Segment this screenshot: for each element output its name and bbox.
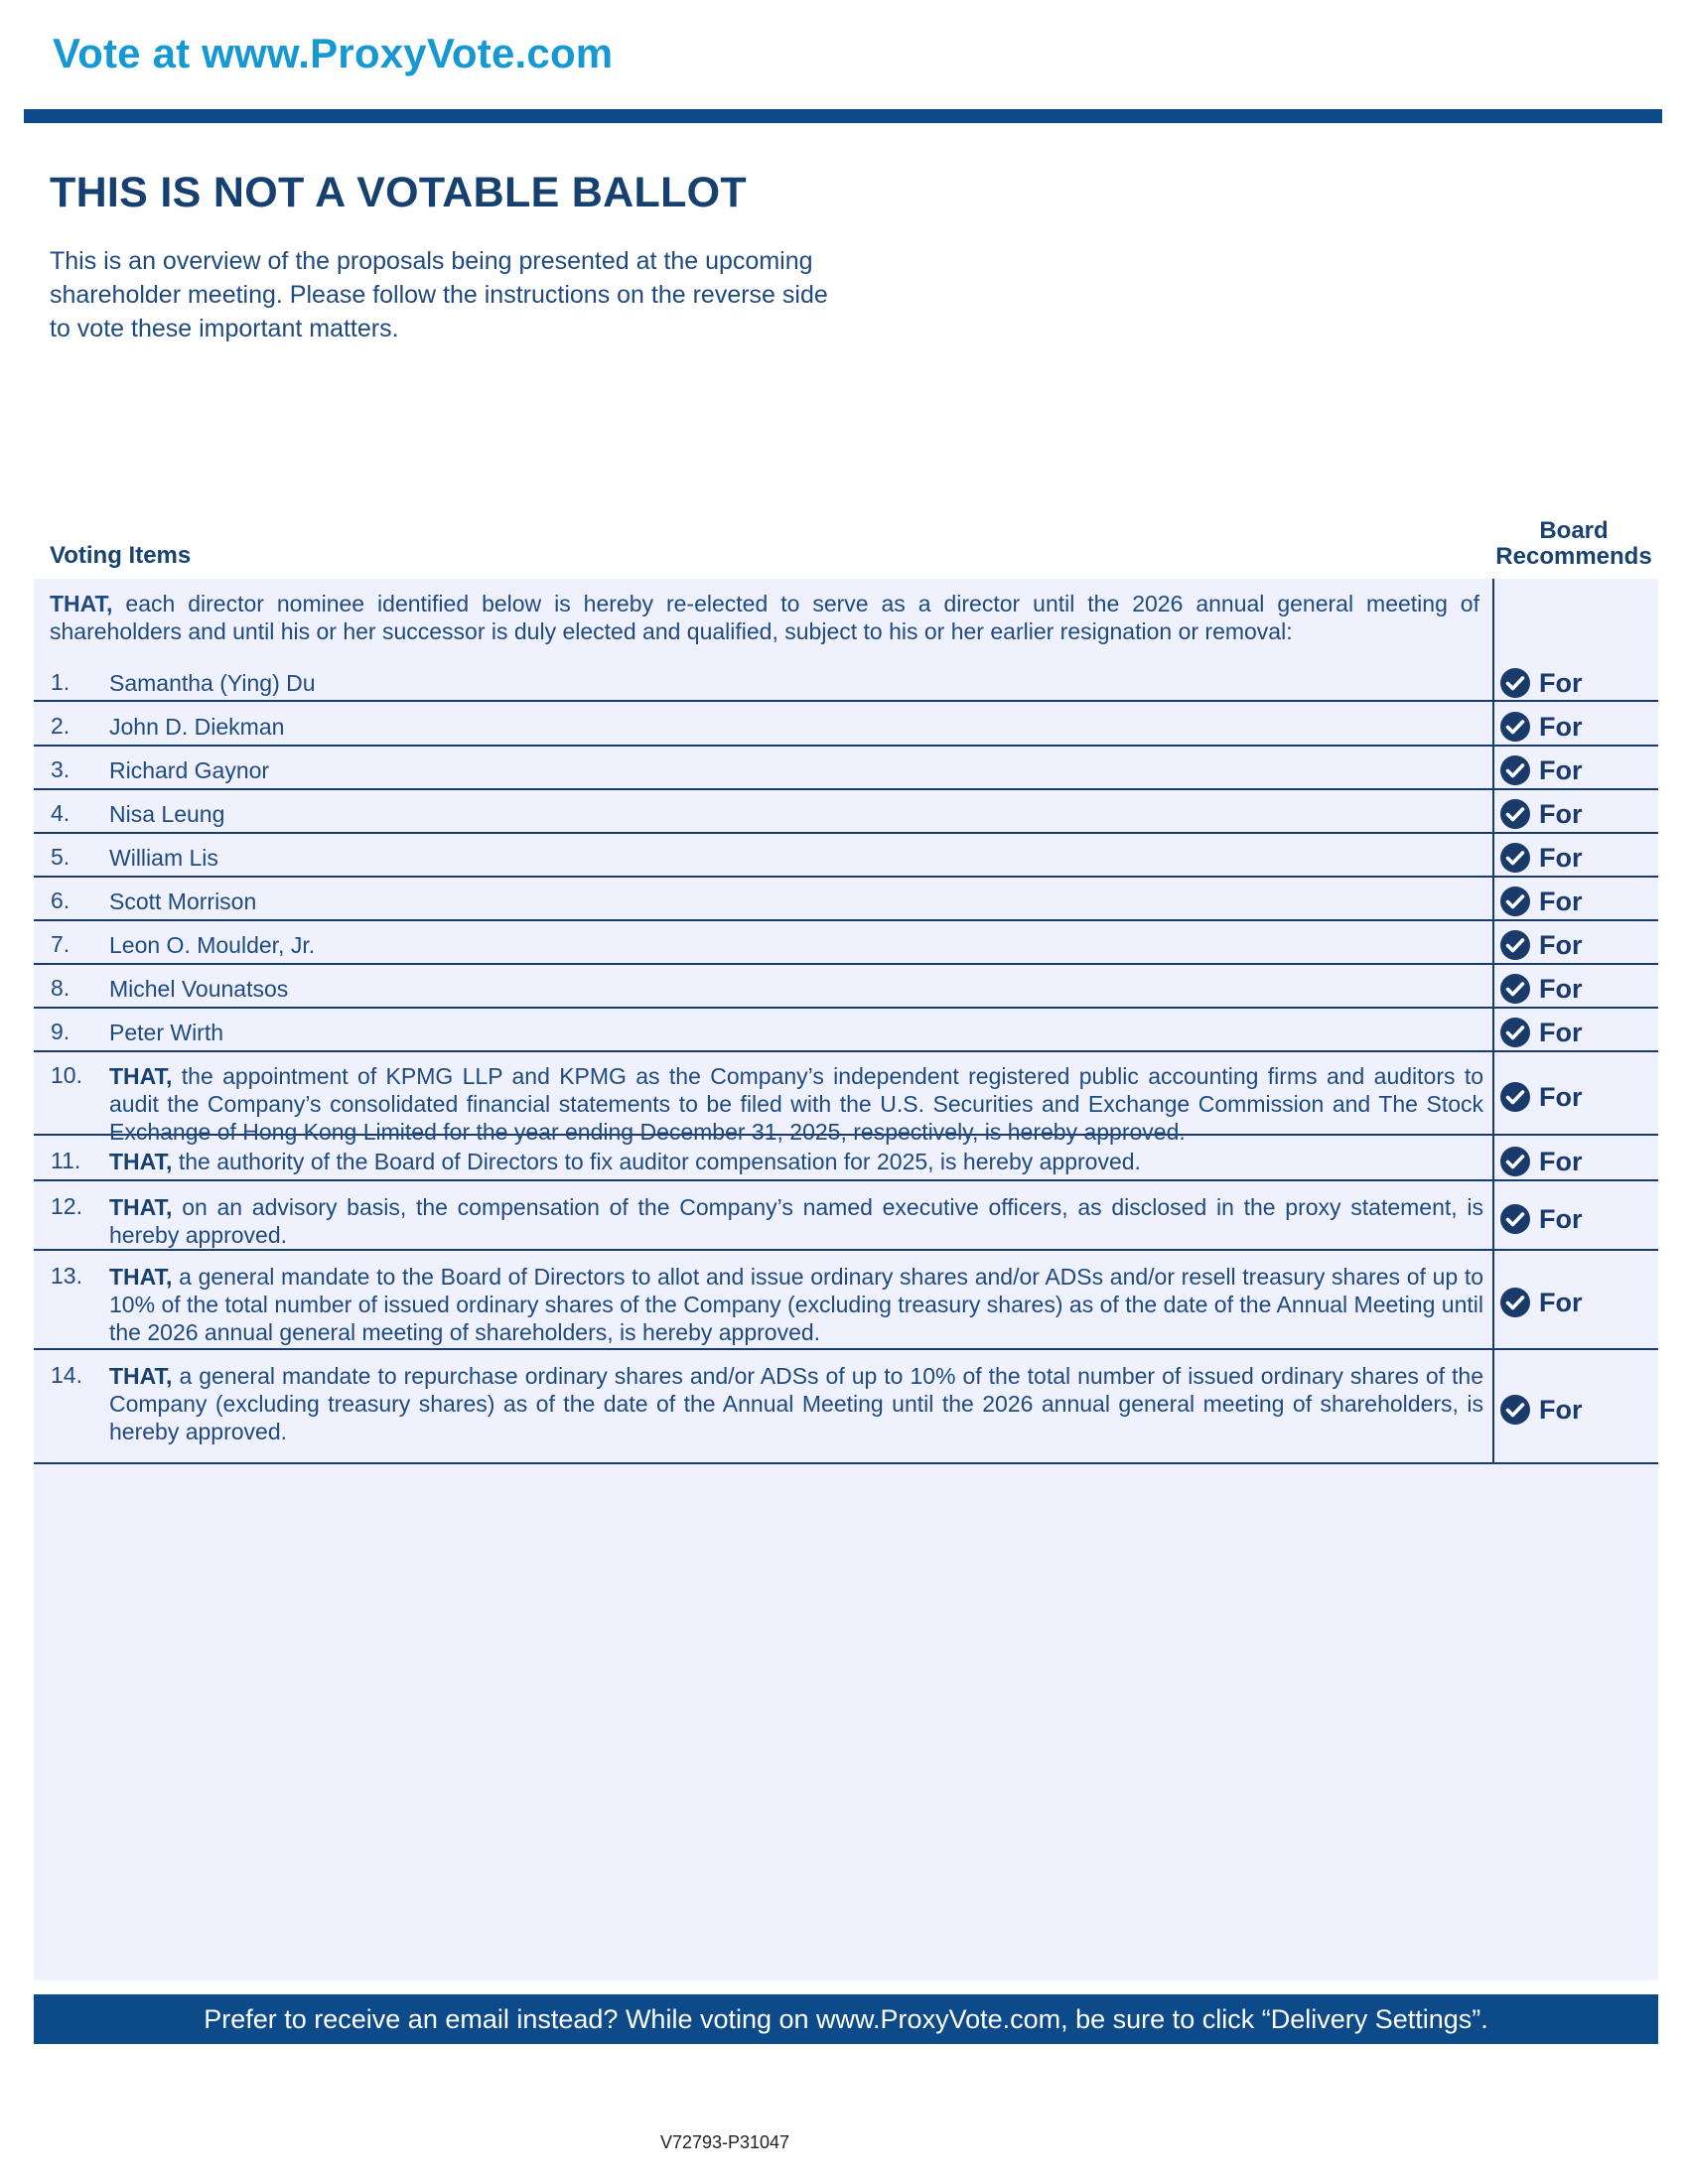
checkmark-icon: [1499, 798, 1531, 830]
item-number: 1.: [51, 669, 70, 695]
board-recommendation: [1499, 1017, 1583, 1048]
item-number: 10.: [51, 1062, 82, 1088]
item-number: 4.: [51, 800, 70, 826]
voting-item-row: [34, 1136, 1658, 1181]
item-number: 8.: [51, 975, 70, 1001]
page-title: THIS IS NOT A VOTABLE BALLOT: [50, 169, 747, 216]
voting-item-row: [34, 1251, 1658, 1350]
board-recommendation: [1499, 842, 1583, 874]
checkmark-icon: [1499, 1287, 1531, 1318]
item-description: a general mandate to repurchase ordinary shares and/or ADSs of up to 10% of the total number of issued ordinary shares of the Company (excluding treasury shares) as of the date of the Annual Meeting until the 2026 annual general meeting of shareholders, is hereby approved.: [109, 1363, 1484, 1444]
item-text: [109, 1019, 1483, 1046]
recommendation-label: For: [1539, 886, 1583, 916]
board-recommends-line2: Recommends: [1495, 543, 1652, 570]
item-description: the authority of the Board of Directors to fix auditor compensation for 2025, is hereby approved.: [178, 1149, 1141, 1174]
board-recommendation: [1499, 667, 1583, 699]
recommendation-label: For: [1539, 973, 1583, 1004]
recommendation-label: For: [1539, 667, 1583, 698]
board-recommendation: [1499, 1394, 1583, 1426]
document-code: V72793-P31047: [659, 2132, 790, 2152]
recommendation-label: For: [1539, 842, 1583, 873]
item-description: Richard Gaynor: [109, 757, 270, 783]
board-recommendation: [1499, 754, 1583, 786]
director-intro: [50, 590, 1479, 645]
intro-paragraph: This is an overview of the proposals being presented at the upcoming shareholder meeting. Please follow the instructions on the reverse side to vote these important matters.: [50, 247, 828, 342]
delivery-settings-banner: Prefer to receive an email instead? While voting on www.ProxyVote.com, be sure to click “Delivery Settings”.: [34, 1994, 1658, 2044]
checkmark-icon: [1499, 1081, 1531, 1113]
item-number: 5.: [51, 844, 70, 870]
recommendation-label: For: [1539, 798, 1583, 829]
item-number: 13.: [51, 1263, 82, 1289]
recommendation-label: For: [1539, 711, 1583, 742]
checkmark-icon: [1499, 1394, 1531, 1426]
voting-item-row: [34, 876, 1658, 921]
board-recommends-header: [1479, 518, 1668, 570]
item-number: 9.: [51, 1019, 70, 1044]
board-recommends-line1: Board: [1539, 517, 1609, 544]
recommendation-label: For: [1539, 1287, 1583, 1317]
item-number: 7.: [51, 931, 70, 957]
item-that: THAT,: [109, 1063, 173, 1089]
item-description: William Lis: [109, 845, 218, 871]
item-that: THAT,: [109, 1194, 173, 1220]
item-that: THAT,: [109, 1363, 173, 1389]
board-recommendation: [1499, 1287, 1583, 1318]
voting-item-row: [34, 788, 1658, 834]
item-number: 2.: [51, 713, 70, 739]
director-intro-text: each director nominee identified below is hereby re-elected to serve as a director until the 2026 annual general meeting of shareholders and until his or her successor is duly elected and qualified, subject to his or her earlier resignation or removal:: [50, 591, 1479, 644]
item-number: 6.: [51, 887, 70, 913]
header-rule: [24, 109, 1662, 123]
board-recommendation: [1499, 1081, 1583, 1113]
voting-item-row: [34, 1350, 1658, 1464]
board-recommendation: [1499, 973, 1583, 1005]
item-description: Michel Vounatsos: [109, 976, 289, 1002]
item-text: [109, 1193, 1483, 1249]
item-text: [109, 669, 1483, 697]
checkmark-icon: [1499, 667, 1531, 699]
recommendation-label: For: [1539, 1017, 1583, 1047]
item-description: Samantha (Ying) Du: [109, 670, 316, 696]
voting-item-row: [34, 832, 1658, 878]
item-description: Peter Wirth: [109, 1020, 224, 1045]
checkmark-icon: [1499, 1203, 1531, 1235]
board-recommendation: [1499, 929, 1583, 961]
voting-item-row: [34, 1050, 1658, 1145]
item-text: [109, 756, 1483, 784]
board-recommendation: [1499, 798, 1583, 830]
checkmark-icon: [1499, 929, 1531, 961]
recommendation-label: For: [1539, 1081, 1583, 1112]
item-description: Nisa Leung: [109, 801, 225, 827]
voting-item-row: [34, 657, 1658, 702]
item-that: THAT,: [109, 1264, 173, 1290]
voting-item-row: [34, 1007, 1658, 1052]
item-number: 12.: [51, 1193, 82, 1219]
board-recommendation: [1499, 1203, 1583, 1235]
board-recommendation: [1499, 1146, 1583, 1177]
checkmark-icon: [1499, 1146, 1531, 1177]
item-text: [109, 844, 1483, 872]
item-description: a general mandate to the Board of Directors to allot and issue ordinary shares and/or ADSs and/or resell treasury shares of up to 10% of the total number of issued ordinary shares of the Company (excluding treasury shares) as of the date of the Annual Meeting until the 2026 annual general meeting of shareholders, is hereby approved.: [109, 1264, 1483, 1345]
item-text: [109, 1148, 1483, 1175]
item-text: [109, 713, 1483, 741]
board-recommendation: [1499, 886, 1583, 917]
item-text: [109, 931, 1483, 959]
checkmark-icon: [1499, 973, 1531, 1005]
item-text: [109, 800, 1483, 828]
item-description: Scott Morrison: [109, 888, 257, 914]
voting-item-row: [34, 745, 1658, 790]
item-text: [109, 975, 1483, 1003]
item-number: 14.: [51, 1362, 82, 1388]
checkmark-icon: [1499, 886, 1531, 917]
board-recommendation: [1499, 711, 1583, 743]
voting-item-row: [34, 701, 1658, 747]
item-text: [109, 1062, 1483, 1146]
item-text: [109, 887, 1483, 915]
voting-item-row: [34, 963, 1658, 1009]
recommendation-label: For: [1539, 929, 1583, 960]
item-description: on an advisory basis, the compensation of the Company’s named executive officers, as disclosed in the proxy statement, is hereby approved.: [109, 1194, 1484, 1248]
checkmark-icon: [1499, 842, 1531, 874]
recommendation-label: For: [1539, 1203, 1583, 1234]
item-text: [109, 1263, 1483, 1346]
item-that: THAT,: [109, 1149, 173, 1174]
voting-items-header: Voting Items: [50, 542, 192, 569]
recommendation-label: For: [1539, 754, 1583, 785]
item-description: Leon O. Moulder, Jr.: [109, 932, 316, 958]
checkmark-icon: [1499, 711, 1531, 743]
proxyvote-link[interactable]: Vote at www.ProxyVote.com: [53, 30, 614, 76]
recommendation-label: For: [1539, 1146, 1583, 1176]
item-text: [109, 1362, 1483, 1445]
checkmark-icon: [1499, 754, 1531, 786]
director-intro-that: THAT,: [50, 591, 113, 616]
voting-item-row: [34, 1181, 1658, 1251]
recommendation-label: For: [1539, 1394, 1583, 1425]
item-number: 11.: [51, 1148, 81, 1173]
item-description: John D. Diekman: [109, 714, 285, 740]
voting-item-row: [34, 919, 1658, 965]
checkmark-icon: [1499, 1017, 1531, 1048]
item-number: 3.: [51, 756, 70, 782]
item-description: the appointment of KPMG LLP and KPMG as the Company’s independent registered public accounting firms and auditors to audit the Company’s consolidated financial statements to be filed with the U.S. Securities and Exchange Commission and The Stock Exchange of Hong Kong Limited for the year ending December 31, 2025, respectively, is hereby approved.: [109, 1063, 1483, 1145]
